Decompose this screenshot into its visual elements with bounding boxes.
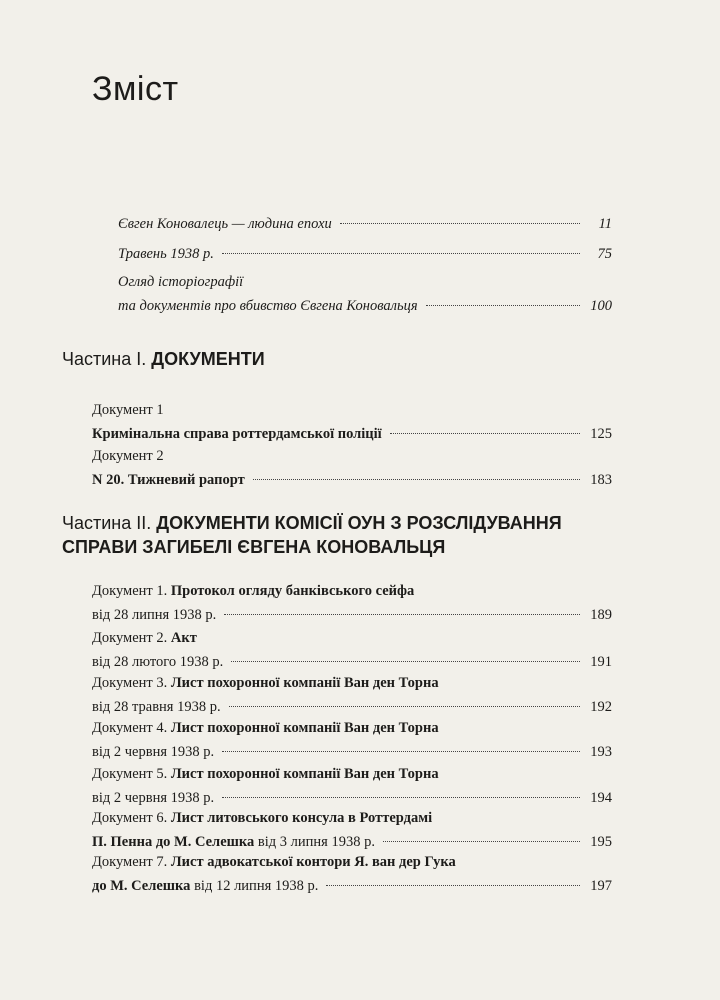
entry-title: та документів про вбивство Євгена Коновальця	[118, 298, 418, 314]
toc-entry	[92, 398, 612, 446]
entry-title: Травень 1938 р.	[118, 246, 214, 262]
leader-dots	[231, 661, 580, 662]
toc-entry	[92, 806, 612, 854]
page-number: 75	[597, 246, 612, 262]
part-title: ДОКУМЕНТИ	[151, 349, 265, 369]
entry-title-cont: П. Пенна до М. Селешка	[92, 834, 255, 850]
leader-dots	[390, 433, 580, 434]
part-title-line1: ДОКУМЕНТИ КОМІСІЇ ОУН З РОЗСЛІДУВАННЯ	[156, 513, 562, 533]
entry-date: від 12 липня 1938 р.	[190, 878, 319, 894]
document-label: Документ 4.	[92, 720, 171, 736]
entry-title: N 20. Тижневий рапорт	[92, 472, 245, 488]
document-label: Документ 3.	[92, 675, 171, 691]
entry-date: від 28 лютого 1938 р.	[92, 654, 224, 670]
toc-entry	[92, 444, 612, 492]
entry-title: Лист адвокатської контори Я. ван дер Гука	[170, 854, 456, 870]
toc-entry	[92, 626, 612, 674]
leader-dots	[222, 751, 580, 752]
entry-title: Протокол огляду банківського сейфа	[170, 583, 415, 599]
page-number: 183	[590, 472, 612, 488]
entry-date: від 28 травня 1938 р.	[92, 699, 221, 715]
document-label: Документ 6.	[92, 810, 171, 826]
leader-dots	[224, 614, 580, 615]
leader-dots	[340, 223, 580, 224]
toc-entry	[118, 212, 612, 236]
leader-dots	[326, 885, 580, 886]
entry-title: Лист литовського консула в Роттердамі	[170, 810, 433, 826]
part-heading	[62, 511, 642, 559]
entry-date: від 2 червня 1938 р.	[92, 790, 215, 806]
leader-dots	[253, 479, 580, 480]
document-label: Документ 7.	[92, 854, 171, 870]
document-label: Документ 1	[92, 402, 164, 418]
page-number: 189	[590, 607, 612, 623]
toc-entry	[92, 762, 612, 810]
entry-date: від 2 червня 1938 р.	[92, 744, 215, 760]
toc-entry	[92, 671, 612, 719]
toc-entry	[92, 579, 612, 627]
entry-title-line1: Огляд історіографії	[118, 274, 244, 290]
leader-dots	[222, 253, 580, 254]
toc-entry	[92, 716, 612, 764]
page-number: 197	[590, 878, 612, 894]
entry-date: від 3 липня 1938 р.	[254, 834, 375, 850]
entry-title: Лист похоронної компанії Ван ден Торна	[170, 720, 439, 736]
entry-title-cont: до М. Селешка	[92, 878, 191, 894]
document-label: Документ 2	[92, 448, 164, 464]
entry-date: від 28 липня 1938 р.	[92, 607, 217, 623]
part-title-line2: СПРАВИ ЗАГИБЕЛІ ЄВГЕНА КОНОВАЛЬЦЯ	[62, 537, 446, 557]
toc-entry	[118, 270, 612, 318]
document-label: Документ 5.	[92, 766, 171, 782]
entry-title: Євген Коновалець — людина епохи	[118, 216, 332, 232]
entry-title: Кримінальна справа роттердамської поліції	[92, 426, 382, 442]
part-prefix: Частина І.	[62, 349, 152, 369]
part-heading	[62, 347, 642, 371]
leader-dots	[426, 305, 580, 306]
entry-title: Акт	[170, 630, 197, 646]
page-number: 195	[590, 834, 612, 850]
leader-dots	[229, 706, 580, 707]
part-prefix: Частина ІІ.	[62, 513, 157, 533]
document-label: Документ 2.	[92, 630, 171, 646]
page-number: 194	[590, 790, 612, 806]
leader-dots	[222, 797, 580, 798]
page-title: Зміст	[92, 70, 179, 108]
page-number: 192	[590, 699, 612, 715]
toc-entry	[118, 242, 612, 266]
page-number: 11	[598, 216, 612, 232]
entry-title: Лист похоронної компанії Ван ден Торна	[170, 766, 439, 782]
document-label: Документ 1.	[92, 583, 171, 599]
page-number: 125	[590, 426, 612, 442]
toc-entry	[92, 850, 612, 898]
entry-title: Лист похоронної компанії Ван ден Торна	[170, 675, 439, 691]
page-number: 191	[590, 654, 612, 670]
leader-dots	[383, 841, 580, 842]
page-number: 193	[590, 744, 612, 760]
page-number: 100	[590, 298, 612, 314]
